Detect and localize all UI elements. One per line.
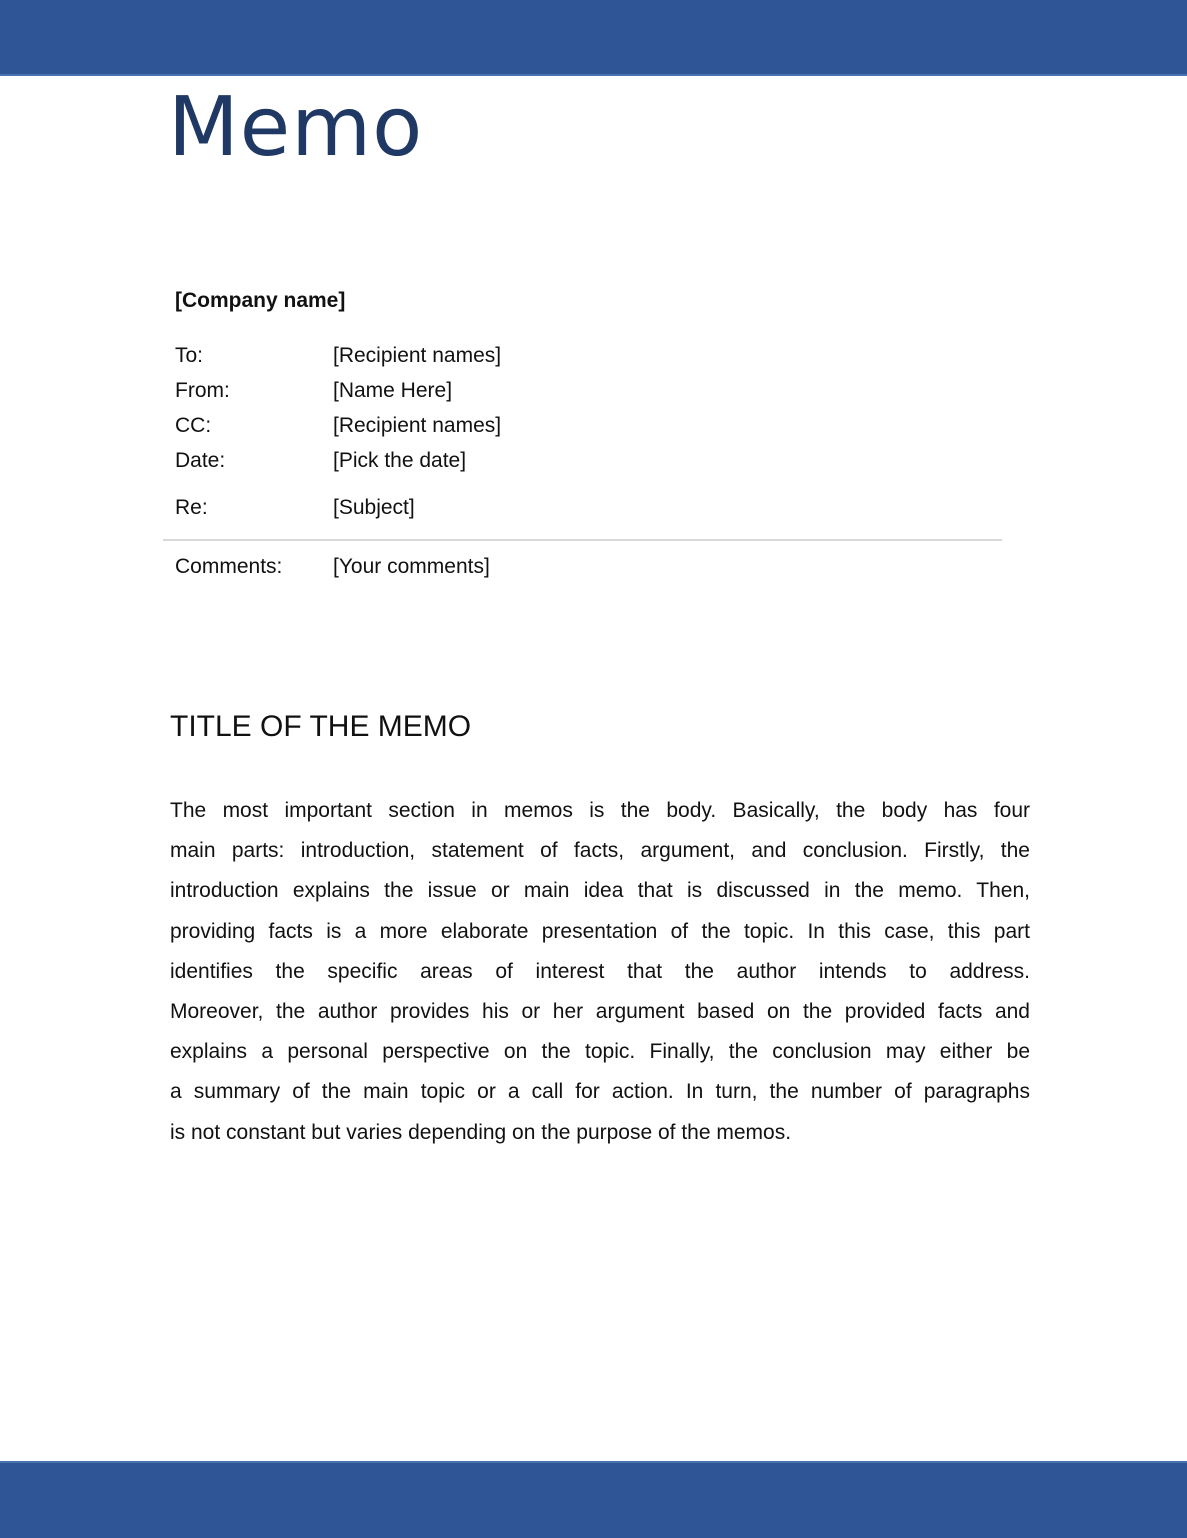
field-value: [Your comments] (333, 555, 490, 578)
body-line: providing facts is a more elaborate presentation of the topic. In this case, this part (170, 919, 1030, 943)
field-value: [Pick the date] (333, 449, 467, 472)
field-value: [Name Here] (333, 379, 453, 402)
body-line: identifies the specific areas of interest that the author intends to address. (170, 959, 1030, 983)
field-label: To: (175, 344, 204, 367)
field-label: Comments: (175, 555, 283, 578)
memo-body (170, 791, 1030, 1153)
field-value: [Recipient names] (333, 414, 502, 437)
body-line: main parts: introduction, statement of facts, argument, and conclusion. Firstly, the (170, 839, 1030, 863)
body-line: Moreover, the author provides his or her argument based on the provided facts and (170, 999, 1030, 1023)
body-line: explains a personal perspective on the topic. Finally, the conclusion may either be (170, 1040, 1030, 1064)
field-label: Re: (175, 496, 208, 519)
company-name: [Company name] (175, 289, 346, 312)
page-title: Memo (168, 80, 424, 175)
divider (163, 539, 1002, 541)
header-band (0, 0, 1187, 76)
field-value: [Recipient names] (333, 344, 502, 367)
field-value: [Subject] (333, 496, 415, 519)
memo-title: TITLE OF THE MEMO (170, 710, 472, 743)
body-line: introduction explains the issue or main idea that is discussed in the memo. Then, (170, 879, 1030, 903)
field-label: Date: (175, 449, 226, 472)
field-label: CC: (175, 414, 212, 437)
body-line: is not constant but varies depending on the purpose of the memos. (170, 1120, 792, 1144)
field-label: From: (175, 379, 230, 402)
footer-band (0, 1461, 1187, 1538)
body-line: The most important section in memos is the body. Basically, the body has four (170, 799, 1030, 822)
body-line: a summary of the main topic or a call for action. In turn, the number of paragraphs (170, 1080, 1030, 1104)
